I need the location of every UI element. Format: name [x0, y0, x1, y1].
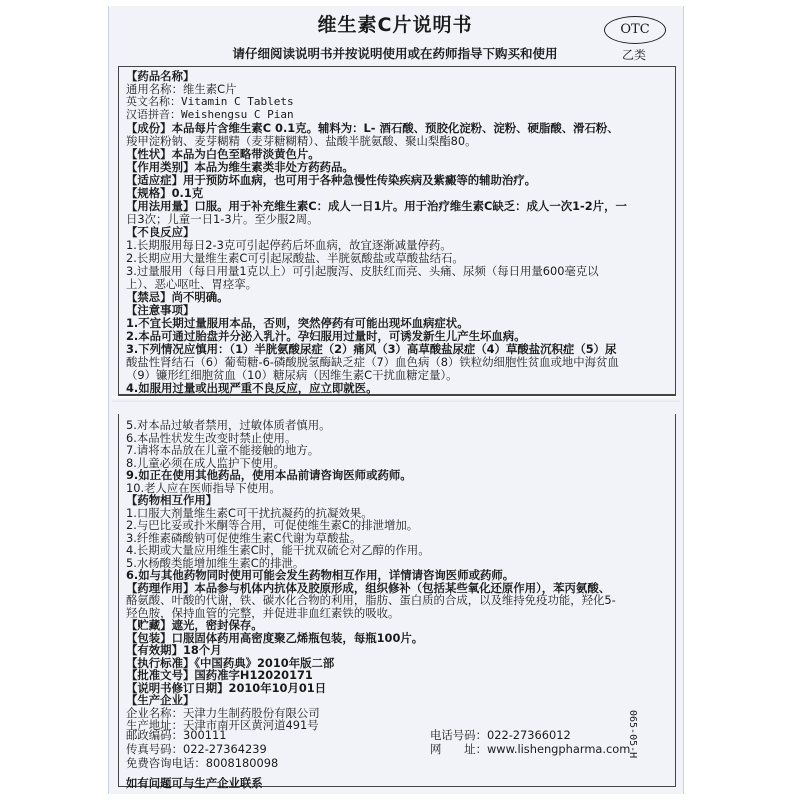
insert-line-bottom: 6.如与其他药物同时使用可能会发生药物相互作用，详情请咨询医师或药师。: [126, 568, 515, 582]
insert-line-bottom: 【有效期】18个月: [126, 643, 222, 657]
insert-line-bottom: 9.如正在使用其他药品，使用本品前请咨询医师或药师。: [126, 468, 412, 482]
insert-line-bottom: 【生产企业】: [126, 693, 195, 707]
contact-note: 如有问题可与生产企业联系: [126, 776, 263, 790]
insert-line-bottom: 羟色胺，保持血管的完整，并促进非血红素铁的吸收。: [126, 605, 400, 620]
insert-line-bottom: 10.老人应在医师指导下使用。: [126, 480, 281, 495]
insert-line-bottom: 【批准文号】国药准字H12020171: [126, 668, 313, 682]
otc-badge: OTC: [604, 16, 666, 44]
insert-line-top: 2.本品可通过胎盘并分泌入乳汁。孕妇服用过量时，可诱发新生儿产生坏血病。: [126, 329, 526, 343]
insert-line-top: 2.长期应用大量维生素C可引起尿酸盐、半胱氨酸盐或草酸盐结石。: [126, 251, 464, 265]
phone: 电话号码：022-27366012: [430, 728, 571, 742]
insert-line-top: 上）、恶心呕吐、胃痉挛。: [126, 277, 257, 291]
insert-line-top: 1.长期服用每日2-3克可引起停药后坏血病，故宜逐渐减量停药。: [126, 238, 452, 252]
insert-line-top: 【禁忌】尚不明确。: [126, 290, 229, 304]
website: 网 址：www.lishengpharma.com: [430, 742, 631, 756]
usage-notice: 请仔细阅读说明书并按说明使用或在药师指导下购买和使用: [232, 46, 558, 61]
insert-line-top: 羧甲淀粉钠、麦芽糊精（麦芽糖糊精）、盐酸半胱氨酸、聚山梨酯80。: [126, 134, 477, 148]
insert-line-top: 【成份】本品每片含维生素C 0.1克。辅料为：L- 酒石酸、预胶化淀粉、淀粉、硬脂酸、滑石粉、: [126, 121, 619, 135]
insert-line-top: 【性状】本品为白色至略带淡黄色片。: [126, 147, 320, 161]
insert-line-bottom: 5.对本品过敏者禁用，过敏体质者慎用。: [126, 418, 331, 432]
insert-line-bottom: 7.请将本品放在儿童不能接触的地方。: [126, 443, 320, 457]
insert-line-bottom: 1.口服大剂量维生素C可干扰抗凝药的抗凝效果。: [126, 505, 373, 520]
hotline: 免费咨询电话：8008180098: [126, 756, 279, 770]
insert-line-top: 【适应症】用于预防坏血病，也可用于各种急慢性传染疾病及紫癜等的辅助治疗。: [126, 173, 537, 187]
insert-line-top: 【注意事项】: [126, 303, 195, 317]
insert-line-top: 4.如服用过量或出现严重不良反应，应立即就医。: [126, 381, 378, 395]
insert-line-bottom: 8.儿童必须在成人监护下使用。: [126, 455, 285, 470]
insert-line-bottom: 3.纤维素磷酸钠可促使维生素C代谢为草酸盐。: [126, 530, 362, 545]
insert-line-bottom: 酪氨酸、叶酸的代谢，铁、碳水化合物的利用，脂肪、蛋白质的合成，以及维持免疫功能，羟化5-: [126, 593, 616, 607]
insert-line-bottom: 【执行标准】《中国药典》2010年版二部: [126, 655, 335, 670]
insert-line-bottom: 6.本品性状发生改变时禁止使用。: [126, 430, 297, 445]
insert-line-top: 英文名称：Vitamin C Tablets: [126, 95, 294, 108]
insert-line-top: （9）镰形红细胞贫血（10）糖尿病（因维生素C干扰血糖定量）。: [126, 368, 458, 382]
insert-line-bottom: 2.与巴比妥或扑米酮等合用，可促使维生素C的排泄增加。: [126, 518, 419, 532]
otc-class-label: 乙类: [621, 48, 646, 62]
insert-line-top: 通用名称：维生素C片: [126, 82, 237, 96]
print-code: 065-05-H: [627, 710, 638, 759]
insert-line-top: 【作用类别】本品为维生素类非处方药药品。: [126, 160, 354, 174]
postcode: 邮政编码：300111: [126, 728, 227, 742]
insert-line-bottom: 【说明书修订日期】2010年10月01日: [126, 680, 327, 695]
insert-line-bottom: 5.水杨酸类能增加维生素C的排泄。: [126, 555, 305, 570]
insert-line-top: 日3次；儿童一日1-3片。至少服2周。: [126, 212, 319, 226]
insert-line-bottom: 企业名称：天津力生制药股份有限公司: [126, 705, 320, 720]
insert-line-top: 汉语拼音：Weishengsu C Pian: [126, 108, 294, 121]
insert-line-top: 3.下列情况应慎用：（1）半胱氨酸尿症（2）痛风（3）高草酸盐尿症（4）草酸盐沉积症（5）尿: [126, 342, 617, 356]
insert-line-bottom: 生产地址：天津市南开区黄河道491号: [126, 718, 319, 732]
insert-line-top: 【规格】0.1克: [126, 186, 204, 200]
insert-line-bottom: 4.长期或大量应用维生素C时，能干扰双硫仑对乙醇的作用。: [126, 543, 430, 557]
insert-line-top: 【不良反应】: [126, 225, 195, 239]
page-title: 维生素C片说明书: [317, 14, 473, 36]
insert-line-top: 【药品名称】: [126, 69, 195, 83]
insert-line-bottom: 【药理作用】本品参与机体内抗体及胶原形成，组织修补（包括某些氧化还原作用），苯丙氨酸、: [126, 580, 611, 595]
insert-line-top: 1.不宜长期过量服用本品，否则，突然停药有可能出现坏血病症状。: [126, 316, 469, 330]
insert-line-top: 【用法用量】口服。用于补充维生素C：成人一日1片。用于治疗维生素C缺乏：成人一次1-2片，一: [126, 199, 627, 213]
fold-line: [112, 396, 680, 402]
insert-line-bottom: 【包装】口服固体药用高密度聚乙烯瓶包装，每瓶100片。: [126, 630, 424, 645]
insert-line-top: 3.过量服用（每日用量1克以上）可引起腹泻、皮肤红而亮、头痛、尿频（每日用量600毫克以: [126, 264, 599, 278]
insert-line-bottom: 【药物相互作用】: [126, 493, 218, 507]
fax: 传真号码：022-27364239: [126, 742, 267, 756]
insert-line-top: 酸盐性肾结石（6）葡萄糖-6-磷酸脱氢酶缺乏症（7）血色病（8）铁粒幼细胞性贫血或地中海贫血: [126, 355, 619, 369]
insert-line-bottom: 【贮藏】遮光，密封保存。: [126, 618, 263, 632]
